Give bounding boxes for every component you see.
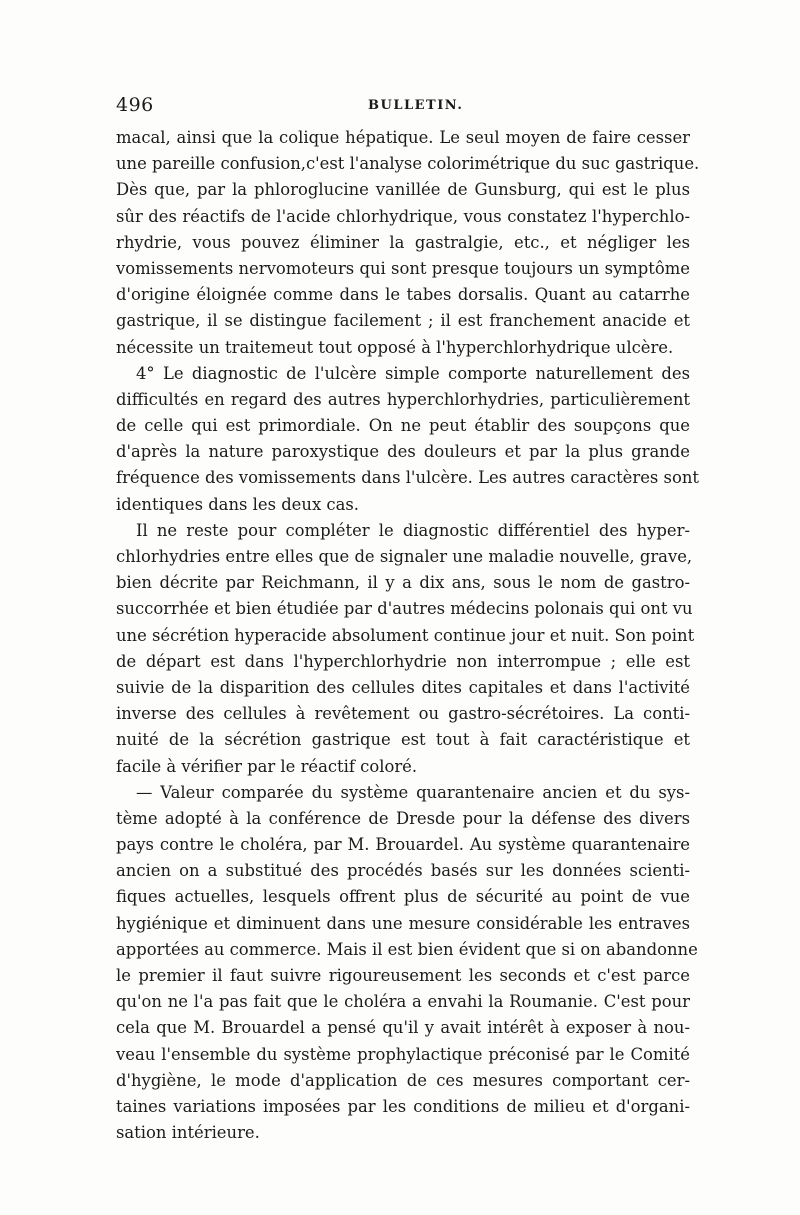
text-line: une sécrétion hyperacide absolument continue jour et nuit. Son point xyxy=(116,625,695,645)
page-header xyxy=(116,94,690,120)
text-line: fréquence des vomissements dans l'ulcère. Les autres caractères sont xyxy=(116,468,699,488)
text-line: vomissements nervomoteurs qui sont presque toujours un symptôme xyxy=(116,258,690,278)
text-line: taines variations imposées par les conditions de milieu et d'organi- xyxy=(116,1096,690,1116)
text-line: — Valeur comparée du système quarantenaire ancien et du sys- xyxy=(136,782,690,802)
text-line: qu'on ne l'a pas fait que le choléra a envahi la Roumanie. C'est pour xyxy=(116,992,690,1012)
page-number: 496 xyxy=(116,94,154,116)
text-line: chlorhydries entre elles que de signaler une maladie nouvelle, grave, xyxy=(116,547,693,566)
text-line: macal, ainsi que la colique hépatique. Le seul moyen de faire cesser xyxy=(116,128,690,147)
body-text xyxy=(116,125,700,1146)
text-line: rhydrie, vous pouvez éliminer la gastralgie, etc., et négliger les xyxy=(116,232,690,252)
text-line: Dès que, par la phloroglucine vanillée de Gunsburg, qui est le plus xyxy=(116,180,690,200)
text-line: succorrhée et bien étudiée par d'autres médecins polonais qui ont vu xyxy=(116,599,693,619)
text-line: hygiénique et diminuent dans une mesure considérable les entraves xyxy=(116,913,690,933)
text-line: fiques actuelles, lesquels offrent plus de sécurité au point de vue xyxy=(116,887,690,907)
text-line: une pareille confusion,c'est l'analyse colorimétrique du suc gastrique. xyxy=(116,154,700,174)
text-line: identiques dans les deux cas. xyxy=(116,494,359,514)
text-line: sûr des réactifs de l'acide chlorhydrique, vous constatez l'hyperchlo- xyxy=(116,206,690,226)
text-line: nuité de la sécrétion gastrique est tout à fait caractéristique et xyxy=(116,730,690,750)
text-line: bien décrite par Reichmann, il y a dix ans, sous le nom de gastro- xyxy=(116,573,690,593)
text-line: tème adopté à la conférence de Dresde pour la défense des divers xyxy=(116,808,690,828)
text-line: inverse des cellules à revêtement ou gastro-sécrétoires. La conti- xyxy=(116,704,690,724)
text-line: facile à vérifier par le réactif coloré. xyxy=(116,756,418,776)
text-line: d'après la nature paroxystique des douleurs et par la plus grande xyxy=(116,442,690,462)
text-line: ancien on a substitué des procédés basés sur les données scienti- xyxy=(116,861,690,881)
text-line: de celle qui est primordiale. On ne peut établir des soupçons que xyxy=(116,416,690,436)
text-line: apportées au commerce. Mais il est bien évident que si on abandonne xyxy=(116,939,698,959)
text-line: Il ne reste pour compléter le diagnostic différentiel des hyper- xyxy=(136,520,690,540)
text-line: pays contre le choléra, par M. Brouardel. Au système quarantenaire xyxy=(116,835,690,855)
running-head: BULLETIN. xyxy=(368,98,464,113)
text-line: suivie de la disparition des cellules dites capitales et dans l'activité xyxy=(116,677,690,697)
text-line: 4° Le diagnostic de l'ulcère simple comporte naturellement des xyxy=(136,363,690,383)
text-line: nécessite un traitemeut tout opposé à l'hyperchlorhydrique ulcère. xyxy=(116,337,674,357)
text-line: veau l'ensemble du système prophylactique préconisé par le Comité xyxy=(116,1044,690,1064)
text-line: sation intérieure. xyxy=(116,1123,260,1143)
text-line: d'origine éloignée comme dans le tabes dorsalis. Quant au catarrhe xyxy=(116,285,690,305)
text-line: d'hygiène, le mode d'application de ces mesures comportant cer- xyxy=(116,1070,690,1090)
text-line: le premier il faut suivre rigoureusement les seconds et c'est parce xyxy=(116,966,690,985)
text-line: difficultés en regard des autres hyperchlorhydries, particulièrement xyxy=(116,389,690,409)
text-line: gastrique, il se distingue facilement ; il est franchement anacide et xyxy=(116,311,690,331)
text-line: de départ est dans l'hyperchlorhydrie non interrompue ; elle est xyxy=(116,651,690,671)
text-line: cela que M. Brouardel a pensé qu'il y avait intérêt à exposer à nou- xyxy=(116,1018,690,1038)
